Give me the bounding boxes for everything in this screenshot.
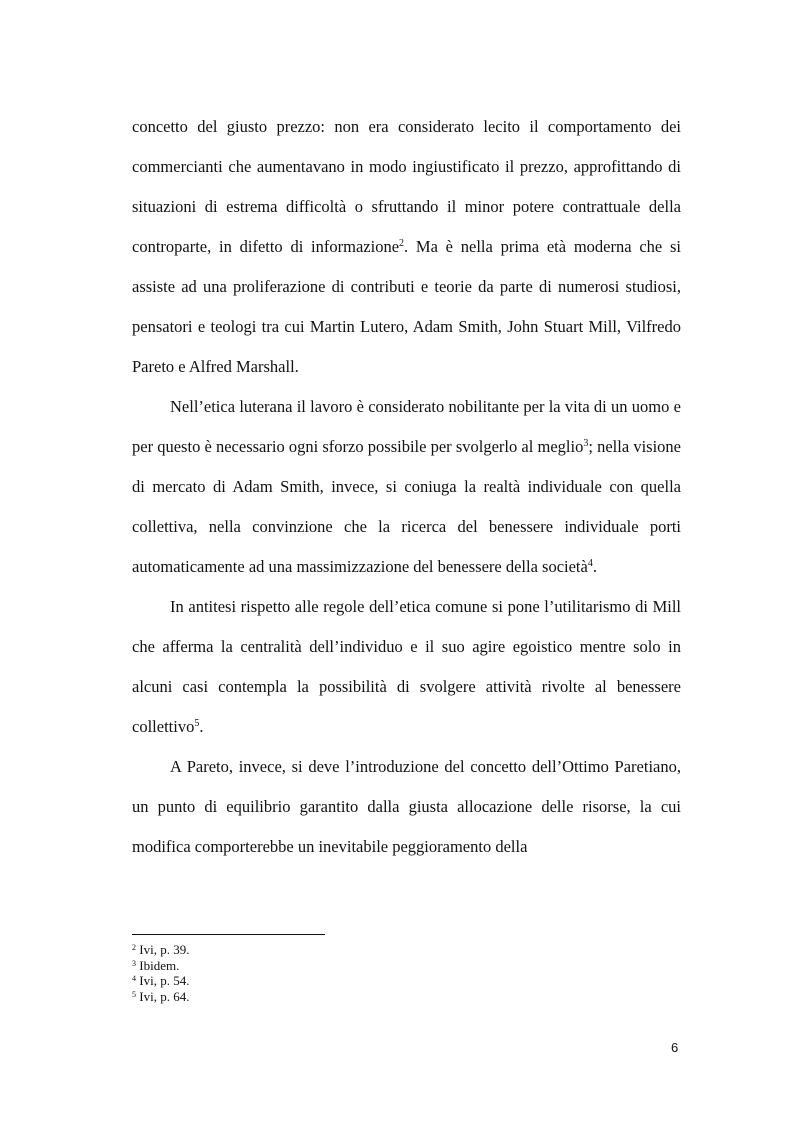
paragraph-text: Nell’etica luterana il lavoro è considerato nobilitante per la vita di un uomo e per questo è necessario ogni sforzo possibile per svolgerlo al meglio: [132, 397, 681, 456]
footnote-number: 5: [132, 989, 136, 999]
paragraph: [132, 747, 681, 867]
paragraph: [132, 387, 681, 587]
paragraph: [132, 587, 681, 747]
footnote: [132, 942, 532, 958]
footnote-number: 3: [132, 958, 136, 968]
paragraph-text: A Pareto, invece, si deve l’introduzione del concetto dell’Ottimo Paretiano, un punto di equilibrio garantito dalla giusta allocazione delle risorse, la cui modifica comporterebbe un inevitabile peggioramento della: [132, 757, 681, 856]
footnotes: [132, 942, 532, 1004]
footnote: [132, 958, 532, 974]
paragraph-text: ; nella visione di mercato di Adam Smith, invece, si coniuga la realtà individuale con quella collettiva, nella convinzione che la ricerca del benessere individuale porti automaticamente ad una massimizzazione del benessere della società: [132, 437, 681, 576]
paragraph-text: . Ma è nella prima età moderna che si assiste ad una proliferazione di contributi e teorie da parte di numerosi studiosi, pensatori e teologi tra cui Martin Lutero, Adam Smith, John Stuart Mill, Vilfredo Pareto e Alfred Marshall.: [132, 237, 681, 376]
footnote: [132, 973, 532, 989]
footnote-reference: 5: [194, 718, 200, 729]
footnote-number: 2: [132, 943, 136, 952]
footnote-text: Ivi, p. 54.: [139, 973, 190, 988]
footnote-reference: 4: [587, 558, 593, 569]
paragraph: [132, 107, 681, 387]
footnote-reference: 3: [583, 438, 589, 449]
body-text: [132, 107, 681, 867]
footnote-reference: 2: [399, 238, 405, 249]
footnote-separator: [132, 934, 325, 935]
footnote-text: Ivi, p. 64.: [139, 988, 190, 1004]
paragraph-text: In antitesi rispetto alle regole dell’etica comune si pone l’utilitarismo di Mill che afferma la centralità dell’individuo e il suo agire egoistico mentre solo in alcuni casi contempla la possibilità di svolgere attività rivolte al benessere collettivo: [132, 597, 681, 736]
paragraph-text: concetto del giusto prezzo: non era considerato lecito il comportamento dei commercianti che aumentavano in modo ingiustificato il prezzo, approfittando di situazioni di estrema difficoltà o sfruttando il minor potere contrattuale della controparte, in difetto di informazione: [132, 117, 681, 256]
footnote-text: Ivi, p. 39.: [139, 942, 190, 957]
footnote: [132, 989, 532, 1005]
footnote-number: 4: [132, 974, 136, 983]
page-number: 6: [671, 1040, 679, 1055]
paragraph-text: .: [199, 717, 204, 736]
footnote-text: Ibidem.: [139, 957, 180, 973]
paragraph-text: .: [592, 557, 597, 576]
